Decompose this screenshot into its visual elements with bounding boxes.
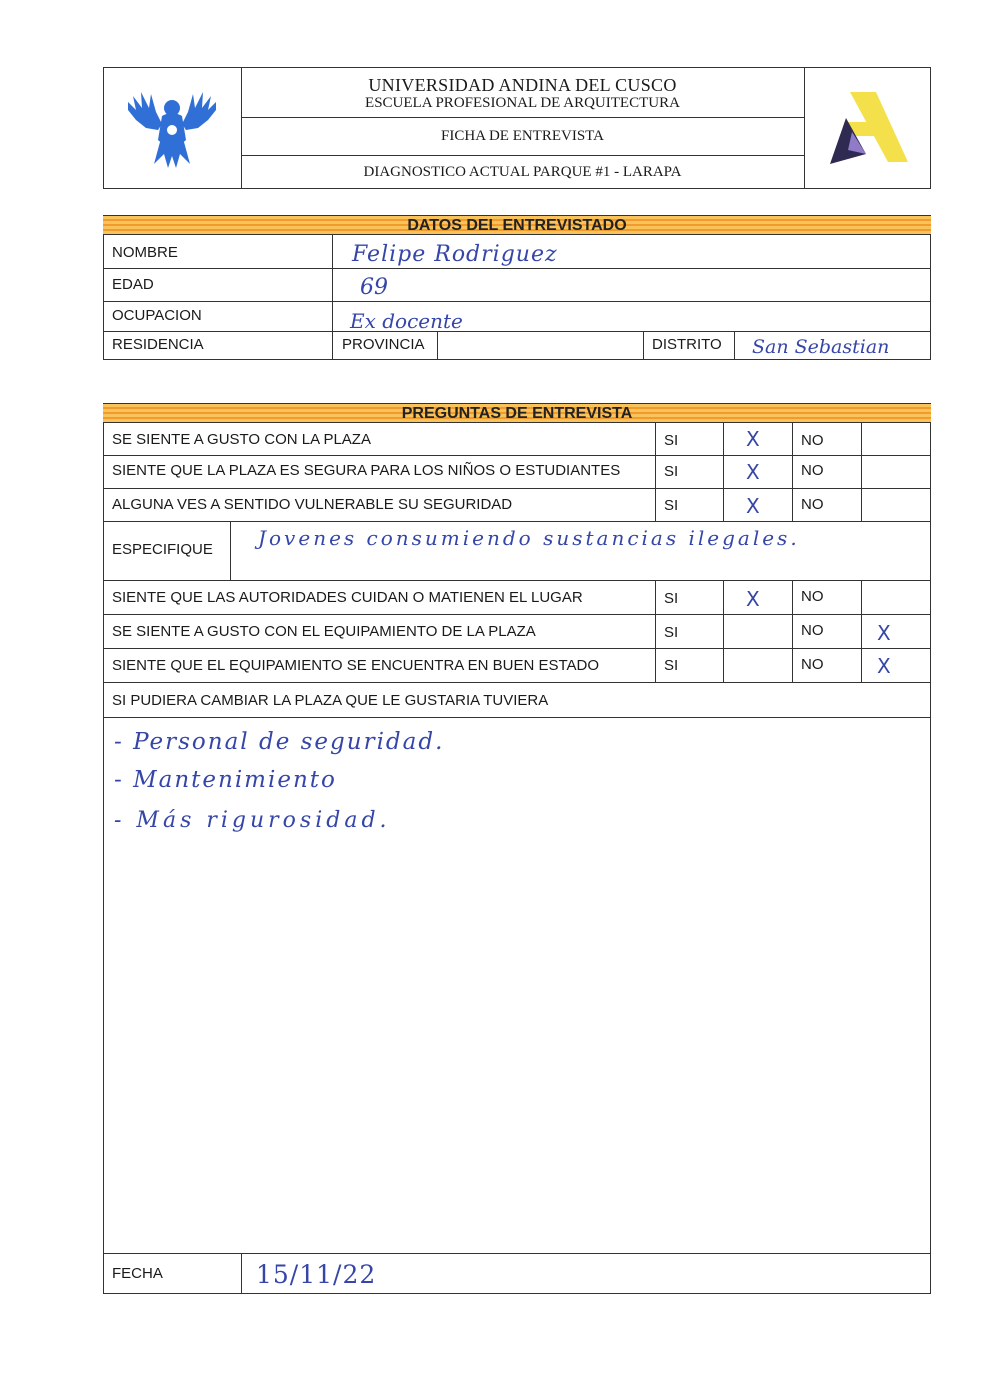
name-label: NOMBRE <box>112 244 178 261</box>
question-6-no-mark: X <box>877 654 891 678</box>
question-row-line <box>103 717 931 718</box>
residence-divider-1 <box>437 331 438 360</box>
question-3-no-label: NO <box>801 496 824 513</box>
architecture-logo <box>826 88 910 166</box>
occupation-value: Ex docente <box>350 309 463 333</box>
answer-col-line <box>861 422 862 521</box>
question-1-text: SE SIENTE A GUSTO CON LA PLAZA <box>112 431 371 448</box>
question-2-yes-mark: X <box>746 460 760 484</box>
header-divider-right <box>804 67 805 189</box>
interviewee-row-line-1 <box>103 268 931 269</box>
question-6-no-label: NO <box>801 656 824 673</box>
question-3-yes-mark: X <box>746 494 760 518</box>
change-answer-3: - Más rigurosidad. <box>114 808 391 833</box>
date-value: 15/11/22 <box>256 1260 377 1289</box>
question-6-yes-label: SI <box>664 657 679 674</box>
answer-col-line <box>723 422 724 521</box>
question-row-line <box>103 648 931 649</box>
question-1-yes-label: SI <box>664 432 679 449</box>
question-1-yes-mark: X <box>746 427 760 451</box>
residence-label: RESIDENCIA <box>112 336 204 353</box>
residence-divider-2 <box>643 331 644 360</box>
answer-col-line <box>861 580 862 682</box>
question-3-text: ALGUNA VES A SENTIDO VULNERABLE SU SEGURIDAD <box>112 496 513 513</box>
form-title: FICHA DE ENTREVISTA <box>441 128 604 144</box>
specify-label: ESPECIFIQUE <box>112 541 213 558</box>
answer-col-line <box>792 422 793 521</box>
question-5-yes-label: SI <box>664 624 679 641</box>
question-row-line <box>103 682 931 683</box>
age-value: 69 <box>360 275 388 300</box>
question-row-line <box>103 580 931 581</box>
specify-divider <box>230 521 231 580</box>
question-5-no-label: NO <box>801 622 824 639</box>
question-4-yes-mark: X <box>746 587 760 611</box>
interviewee-section-title: DATOS DEL ENTREVISTADO <box>407 217 627 234</box>
interviewee-label-divider <box>332 234 333 360</box>
name-value: Felipe Rodriguez <box>352 242 558 267</box>
header-row-line-2 <box>241 155 804 156</box>
university-name: UNIVERSIDAD ANDINA DEL CUSCO <box>368 75 677 95</box>
date-label: FECHA <box>112 1265 163 1282</box>
questions-table <box>103 422 931 1294</box>
occupation-label: OCUPACION <box>112 307 202 324</box>
interviewee-section-bar <box>103 215 931 235</box>
change-question-label: SI PUDIERA CAMBIAR LA PLAZA QUE LE GUSTARIA TUVIERA <box>112 692 549 709</box>
age-label: EDAD <box>112 276 154 293</box>
question-5-no-mark: X <box>877 621 891 645</box>
province-label: PROVINCIA <box>342 336 425 353</box>
question-5-text: SE SIENTE A GUSTO CON EL EQUIPAMIENTO DE LA PLAZA <box>112 623 536 640</box>
form-subtitle: DIAGNOSTICO ACTUAL PARQUE #1 - LARAPA <box>363 164 682 180</box>
district-label: DISTRITO <box>652 336 722 353</box>
question-row-line <box>103 455 931 456</box>
question-2-text: SIENTE QUE LA PLAZA ES SEGURA PARA LOS NIÑOS O ESTUDIANTES <box>112 462 621 479</box>
question-4-no-label: NO <box>801 588 824 605</box>
question-2-yes-label: SI <box>664 463 679 480</box>
district-value: San Sebastian <box>752 336 890 358</box>
answer-col-line <box>723 580 724 682</box>
question-row-line <box>103 521 931 522</box>
question-4-text: SIENTE QUE LAS AUTORIDADES CUIDAN O MATIENEN EL LUGAR <box>112 589 583 606</box>
interviewee-row-line-3 <box>103 331 931 332</box>
change-answer-1: - Personal de seguridad. <box>114 729 445 755</box>
interviewee-row-line-2 <box>103 301 931 302</box>
question-row-line <box>103 488 931 489</box>
residence-divider-3 <box>734 331 735 360</box>
eagle-logo <box>124 84 220 172</box>
questions-section-title: PREGUNTAS DE ENTREVISTA <box>401 405 633 422</box>
question-4-yes-label: SI <box>664 590 679 607</box>
header-row-line-1 <box>241 117 804 118</box>
date-divider <box>241 1253 242 1294</box>
question-row-line <box>103 1253 931 1254</box>
change-answer-2: - Mantenimiento <box>114 767 337 793</box>
question-6-text: SIENTE QUE EL EQUIPAMIENTO SE ENCUENTRA EN BUEN ESTADO <box>112 657 600 674</box>
answer-col-line <box>655 422 656 521</box>
answer-col-line <box>655 580 656 682</box>
answer-col-line <box>792 580 793 682</box>
question-1-no-label: NO <box>801 432 824 449</box>
question-2-no-label: NO <box>801 462 824 479</box>
school-name: ESCUELA PROFESIONAL DE ARQUITECTURA <box>365 95 680 111</box>
question-row-line <box>103 614 931 615</box>
question-3-yes-label: SI <box>664 497 679 514</box>
questions-section-bar <box>103 403 931 423</box>
specify-value: Jovenes consumiendo sustancias ilegales. <box>258 526 800 550</box>
